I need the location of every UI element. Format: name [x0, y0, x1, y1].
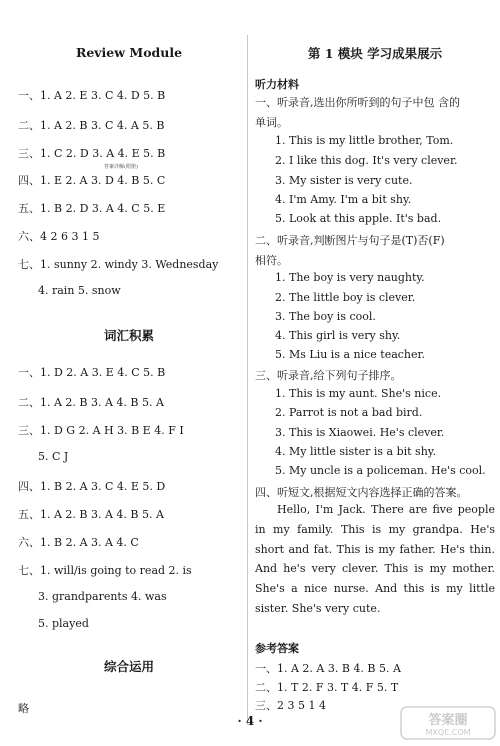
section-1-heading: 一、听录音,选出你所听到的句子中包 含的	[255, 96, 460, 109]
s1-item-2: 2. I like this dog. It's very clever.	[275, 154, 458, 167]
vocab-line-9: 3. grandparents 4. was	[38, 590, 167, 603]
watermark-logo-icon	[400, 706, 496, 740]
s2-item-2: 2. The little boy is clever.	[275, 291, 416, 304]
vocab-line-2: 二、1. A 2. B 3. A 4. B 5. A	[18, 396, 164, 409]
vocab-line-8: 七、1. will/is going to read 2. is	[18, 564, 192, 577]
section-1-heading-cont: 单词。	[255, 116, 288, 129]
section-2-heading-cont: 相符。	[255, 254, 288, 267]
review-line-3: 三、1. C 2. D 3. A 4. E 5. B	[18, 147, 166, 160]
s3-item-1: 1. This is my aunt. She's nice.	[275, 387, 442, 400]
vocab-line-4: 5. C J	[38, 450, 69, 463]
answer-line-3: 三、2 3 5 1 4	[255, 699, 326, 712]
vocab-title: 词汇积累	[103, 328, 154, 343]
vocab-line-1: 一、1. D 2. A 3. E 4. C 5. B	[18, 366, 166, 379]
review-line-2: 二、1. A 2. B 3. C 4. A 5. B	[18, 119, 165, 132]
s2-item-4: 4. This girl is very shy.	[275, 329, 401, 342]
section-3-heading: 三、听录音,给下列句子排序。	[255, 369, 402, 382]
listening-label: 听力材料	[255, 78, 299, 91]
section-4-passage-text: Hello, I'm Jack. There are five people in my family. This is my grandpa. He's short and fat. This is my father. He's thin. And he's very clever. This is my mother. She's a nice nurse. And this is my little sister. She's very cute.	[255, 503, 495, 615]
page-number: · 4 ·	[237, 714, 263, 728]
s2-item-3: 3. The boy is cool.	[275, 310, 376, 323]
review-line-4: 四、1. E 2. A 3. D 4. B 5. C	[18, 174, 166, 187]
s3-item-2: 2. Parrot is not a bad bird.	[275, 406, 423, 419]
apply-text: 略	[18, 702, 29, 715]
apply-title: 综合运用	[103, 659, 154, 674]
left-column	[18, 0, 240, 746]
review-line-5: 五、1. B 2. D 3. A 4. C 5. E	[18, 202, 166, 215]
module-title: 第 1 模块 学习成果展示	[307, 46, 443, 61]
review-line-7: 七、1. sunny 2. windy 3. Wednesday	[18, 258, 219, 271]
vocab-line-7: 六、1. B 2. A 3. A 4. C	[18, 536, 139, 549]
vocab-line-3: 三、1. D G 2. A H 3. B E 4. F I	[18, 424, 184, 437]
s2-item-5: 5. Ms Liu is a nice teacher.	[275, 348, 426, 361]
vocab-line-10: 5. played	[38, 617, 89, 630]
s1-item-1: 1. This is my little brother, Tom.	[275, 134, 454, 147]
s1-item-4: 4. I'm Amy. I'm a bit shy.	[275, 193, 412, 206]
answer-line-1: 一、1. A 2. A 3. B 4. B 5. A	[255, 662, 401, 675]
svg-text:答案圈: 答案圈	[428, 713, 468, 728]
s3-item-3: 3. This is Xiaowei. He's clever.	[275, 426, 445, 439]
section-4-passage	[255, 500, 495, 619]
review-stamp: 答案详解(附册)	[104, 164, 138, 170]
section-2-heading: 二、听录音,判断图片与句子是(T)否(F)	[255, 234, 445, 247]
s3-item-4: 4. My little sister is a bit shy.	[275, 445, 437, 458]
review-line-6: 六、4 2 6 3 1 5	[18, 230, 100, 243]
review-line-8: 4. rain 5. snow	[38, 284, 121, 297]
section-4-heading: 四、听短文,根据短文内容选择正确的答案。	[255, 486, 468, 499]
s3-item-5: 5. My uncle is a policeman. He's cool.	[275, 464, 486, 477]
s1-item-5: 5. Look at this apple. It's bad.	[275, 212, 442, 225]
column-divider	[247, 35, 248, 725]
answer-line-2: 二、1. T 2. F 3. T 4. F 5. T	[255, 681, 399, 694]
vocab-line-6: 五、1. A 2. B 3. A 4. B 5. A	[18, 508, 164, 521]
vocab-line-5: 四、1. B 2. A 3. C 4. E 5. D	[18, 480, 166, 493]
svg-text:MXQE.COM: MXQE.COM	[425, 728, 471, 737]
answers-label: 参考答案	[255, 642, 299, 655]
s2-item-1: 1. The boy is very naughty.	[275, 271, 425, 284]
s1-item-3: 3. My sister is very cute.	[275, 174, 413, 187]
right-column	[255, 0, 495, 746]
review-line-1: 一、1. A 2. E 3. C 4. D 5. B	[18, 89, 166, 102]
review-module-title: Review Module	[75, 45, 183, 60]
